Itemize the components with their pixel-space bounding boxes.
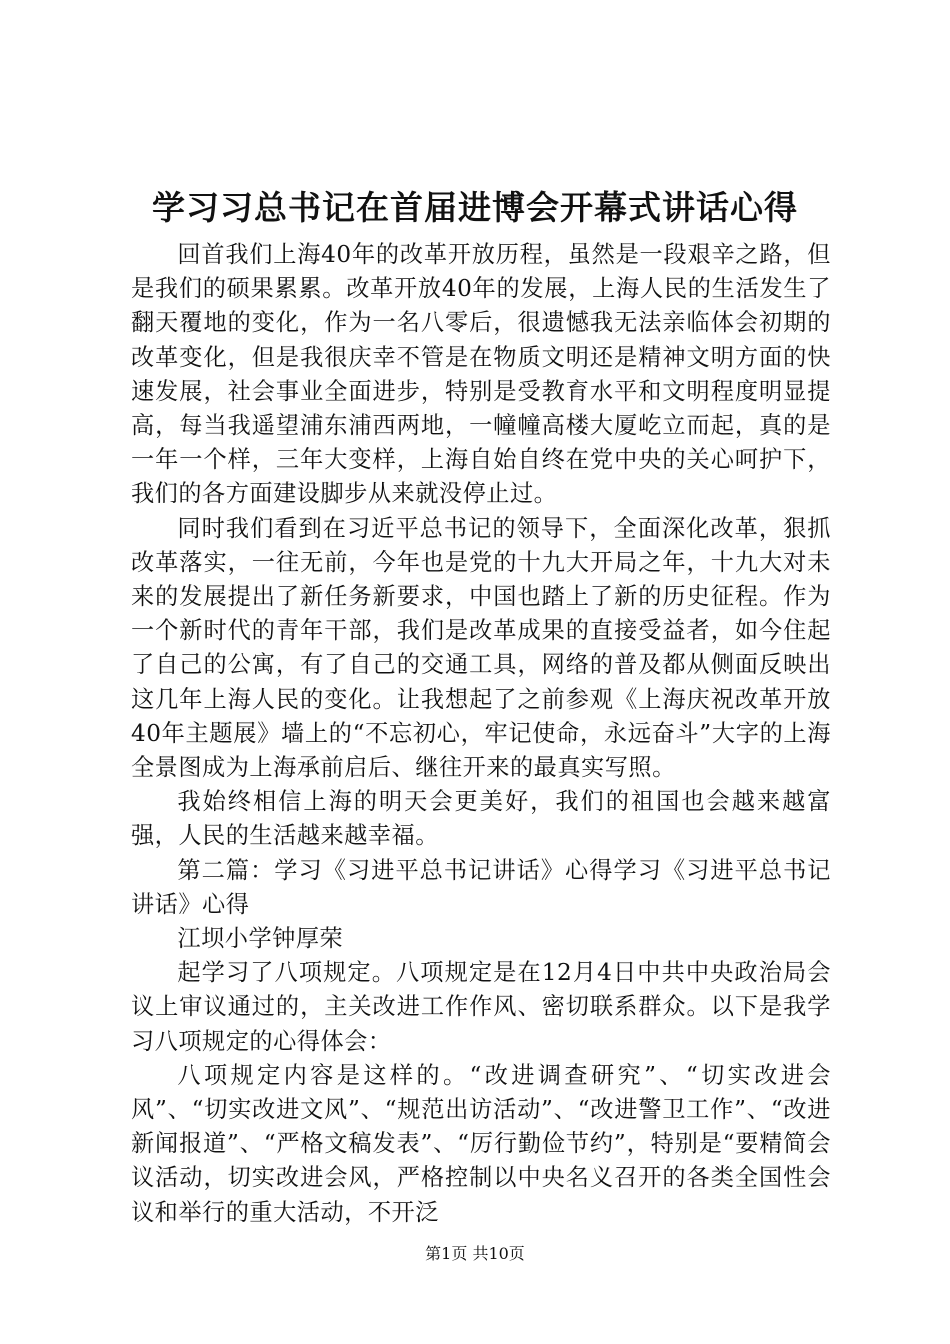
document-body xyxy=(131,238,831,1230)
paragraph-1: 回首我们上海40年的改革开放历程，虽然是一段艰辛之路，但是我们的硕果累累。改革开放40年的发展，上海人民的生活发生了翻天覆地的变化，作为一名八零后，很遗憾我无法亲临体会初期的改革变化，但是我很庆幸不管是在物质文明还是精神文明方面的快速发展，社会事业全面进步，特别是受教育水平和文明程度明显提高，每当我遥望浦东浦西两地，一幢幢高楼大厦屹立而起，真的是一年一个样，三年大变样，上海自始自终在党中央的关心呵护下，我们的各方面建设脚步从来就没停止过。 xyxy=(131,241,831,508)
page-number: 第1页 共10页 xyxy=(425,1244,525,1263)
author-line: 江坝小学钟厚荣 xyxy=(177,925,344,953)
paragraph-3: 我始终相信上海的明天会更美好，我们的祖国也会越来越富强，人民的生活越来越幸福。 xyxy=(131,788,831,850)
section-heading: 第二篇：学习《习进平总书记讲话》心得学习《习进平总书记讲话》心得 xyxy=(131,856,831,918)
paragraph-4: 起学习了八项规定。八项规定是在12月4日中共中央政治局会议上审议通过的，主关改进工作作风、密切联系群众。以下是我学习八项规定的心得体会： xyxy=(131,959,831,1055)
paragraph-5: 八项规定内容是这样的。“改进调查研究”、“切实改进会风”、“切实改进文风”、“规范出访活动”、“改进警卫工作”、“改进新闻报道”、“严格文稿发表”、“厉行勤俭节约”，特别是“要精简会议活动，切实改进会风，严格控制以中央名义召开的各类全国性会议和举行的重大活动，不开泛 xyxy=(131,1061,831,1226)
document-title: 学习习总书记在首届进博会开幕式讲话心得 xyxy=(152,188,798,227)
paragraph-2: 同时我们看到在习近平总书记的领导下，全面深化改革，狠抓改革落实，一往无前，今年也是党的十九大开局之年，十九大对未来的发展提出了新任务新要求，中国也踏上了新的历史征程。作为一个新时代的青年干部，我们是改革成果的直接受益者，如今住起了自己的公寓，有了自己的交通工具，网络的普及都从侧面反映出这几年上海人民的变化。让我想起了之前参观《上海庆祝改革开放40年主题展》墙上的“不忘初心，牢记使命，永远奋斗”大字的上海全景图成为上海承前启后、继往开来的最真实写照。 xyxy=(131,514,831,782)
